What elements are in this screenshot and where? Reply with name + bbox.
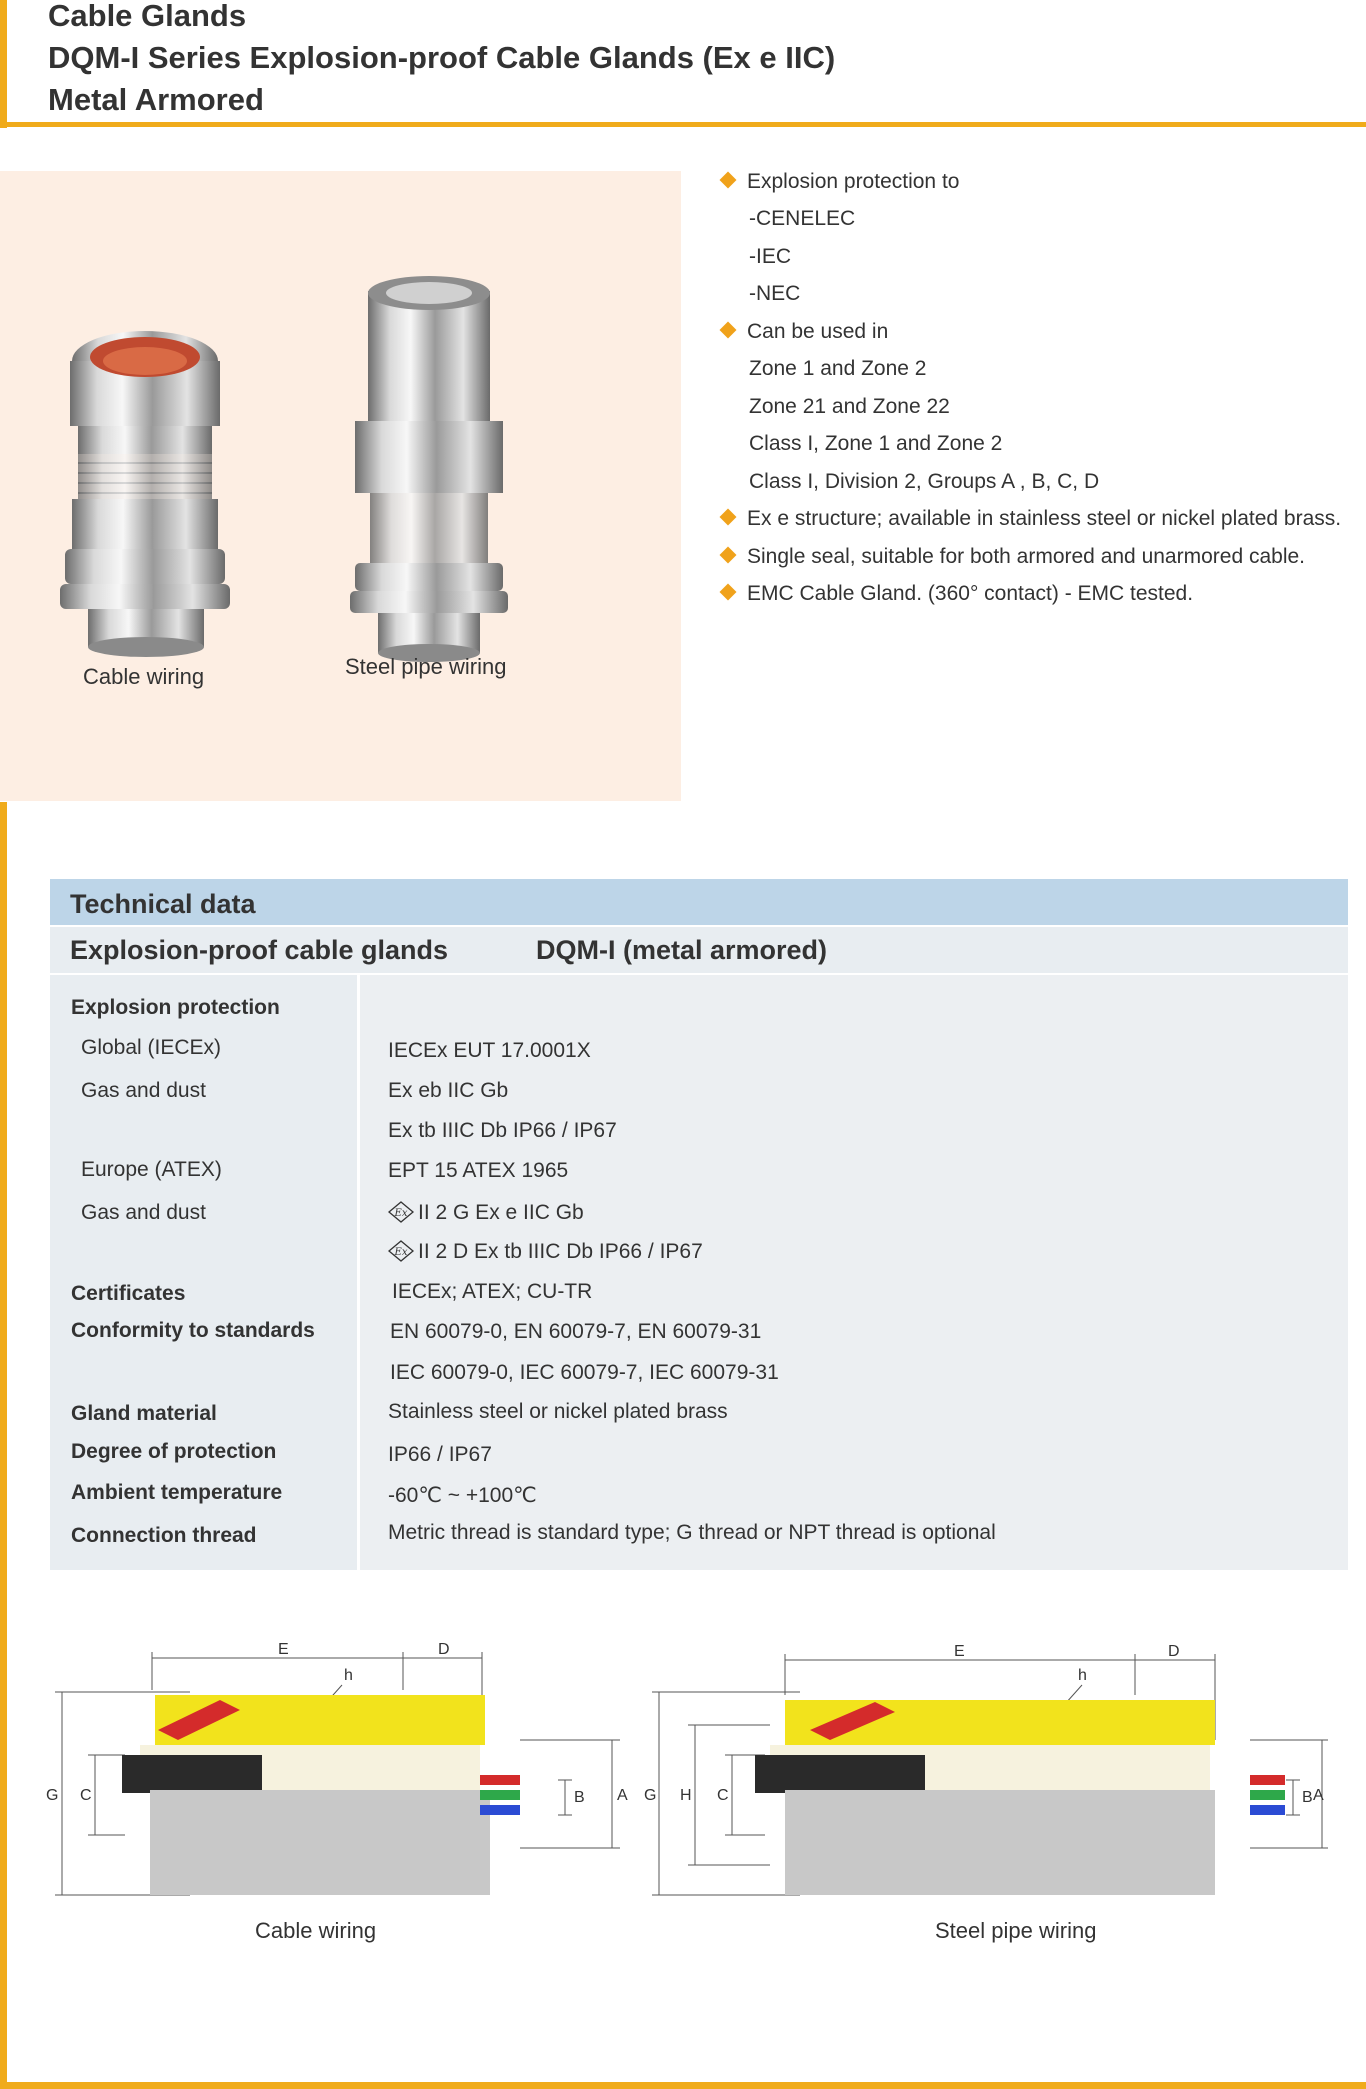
svg-text:E: E (278, 1641, 289, 1658)
svg-text:A: A (1313, 1787, 1324, 1804)
value-degree-protection: IP66 / IP67 (388, 1443, 492, 1466)
value-gas-dust-2a: Ex II 2 G Ex e IIC Gb (388, 1201, 584, 1225)
feature-sub-item: -IEC (749, 245, 791, 268)
tech-data-header (50, 879, 1348, 925)
diamond-bullet-icon (720, 509, 737, 526)
page-subtitle-2: Metal Armored (48, 82, 264, 117)
svg-text:D: D (1168, 1643, 1180, 1660)
svg-text:h: h (344, 1667, 353, 1684)
svg-text:Ex: Ex (394, 1208, 408, 1219)
value-connection-thread: Metric thread is standard type; G thread or NPT thread is optional (388, 1521, 996, 1544)
label-connection-thread: Connection thread (71, 1524, 257, 1547)
label-gland-material: Gland material (71, 1402, 217, 1425)
diamond-bullet-icon (720, 322, 737, 339)
label-conformity: Conformity to standards (71, 1319, 315, 1342)
diamond-bullet-icon (720, 584, 737, 601)
value-conformity-2: IEC 60079-0, IEC 60079-7, IEC 60079-31 (390, 1361, 779, 1384)
feature-sub-item: Class I, Division 2, Groups A , B, C, D (749, 470, 1100, 493)
svg-text:G: G (644, 1787, 657, 1804)
label-europe: Europe (ATEX) (81, 1158, 222, 1181)
feature-sub-item: -CENELEC (749, 207, 856, 230)
value-gas-dust-1a: Ex eb IIC Gb (388, 1079, 509, 1102)
value-gland-material: Stainless steel or nickel plated brass (388, 1400, 728, 1423)
diamond-bullet-icon (720, 547, 737, 564)
svg-text:D: D (438, 1641, 450, 1658)
tech-value-column (360, 975, 1348, 1570)
svg-text:A: A (617, 1787, 628, 1804)
photo-caption-pipe: Steel pipe wiring (345, 654, 507, 679)
value-atex: EPT 15 ATEX 1965 (388, 1159, 569, 1182)
product-photos (0, 171, 681, 801)
product-model-label: DQM-I (metal armored) (536, 935, 828, 965)
accent-bar-top (0, 0, 7, 128)
svg-text:Ex: Ex (394, 1247, 408, 1258)
accent-rule (0, 122, 1366, 127)
accent-bar-main (0, 802, 7, 2089)
svg-text:B: B (574, 1789, 585, 1806)
ex-mark-icon (388, 1201, 414, 1223)
feature-sub-item: Zone 21 and Zone 22 (749, 395, 950, 418)
product-photo-panel (0, 171, 681, 801)
label-certificates: Certificates (71, 1282, 186, 1305)
diamond-bullet-icon (720, 172, 737, 189)
label-gas-dust: Gas and dust (81, 1079, 206, 1102)
label-ambient-temperature: Ambient temperature (71, 1481, 283, 1504)
drawing-cable-wiring (40, 1630, 640, 1910)
feature-sub-item: -NEC (749, 282, 801, 305)
svg-text:E: E (954, 1643, 965, 1660)
value-gas-dust-1b: Ex tb IIIC Db IP66 / IP67 (388, 1119, 617, 1142)
value-iecex: IECEx EUT 17.0001X (388, 1039, 591, 1062)
drawing-caption-cable: Cable wiring (255, 1918, 377, 1943)
svg-text:B: B (1302, 1789, 1313, 1806)
svg-text:C: C (80, 1787, 92, 1804)
value-conformity-1: EN 60079-0, EN 60079-7, EN 60079-31 (390, 1320, 762, 1343)
gland-photo-cable (60, 331, 230, 657)
tech-data-title: Technical data (70, 889, 256, 919)
drawing-caption-pipe: Steel pipe wiring (935, 1918, 1097, 1943)
svg-text:H: H (680, 1787, 692, 1804)
label-degree-protection: Degree of protection (71, 1440, 277, 1463)
feature-sub-item: Class I, Zone 1 and Zone 2 (749, 432, 1003, 455)
value-ambient-temperature: -60℃ ~ +100℃ (388, 1484, 537, 1507)
product-type-label: Explosion-proof cable glands (70, 935, 449, 965)
label-explosion-protection: Explosion protection (71, 996, 280, 1019)
value-certificates: IECEx; ATEX; CU-TR (392, 1280, 593, 1303)
drawing-steel-pipe-wiring (644, 1630, 1330, 1910)
svg-text:G: G (46, 1787, 59, 1804)
photo-caption-cable: Cable wiring (83, 664, 205, 689)
svg-text:h: h (1078, 1667, 1087, 1684)
value-gas-dust-2b: Ex II 2 D Ex tb IIIC Db IP66 / IP67 (388, 1240, 703, 1264)
gland-photo-pipe (350, 276, 508, 662)
feature-sub-item: Zone 1 and Zone 2 (749, 357, 927, 380)
tech-data-subheader (50, 927, 1348, 973)
page-title: Cable Glands (48, 0, 247, 33)
ex-mark-icon (388, 1240, 414, 1262)
label-global: Global (IECEx) (81, 1036, 222, 1059)
svg-text:C: C (717, 1787, 729, 1804)
label-gas-dust-2: Gas and dust (81, 1201, 206, 1224)
page-subtitle: DQM-I Series Explosion-proof Cable Glands (Ex e IIC) (48, 40, 836, 75)
accent-rule-bottom (0, 2082, 1366, 2089)
